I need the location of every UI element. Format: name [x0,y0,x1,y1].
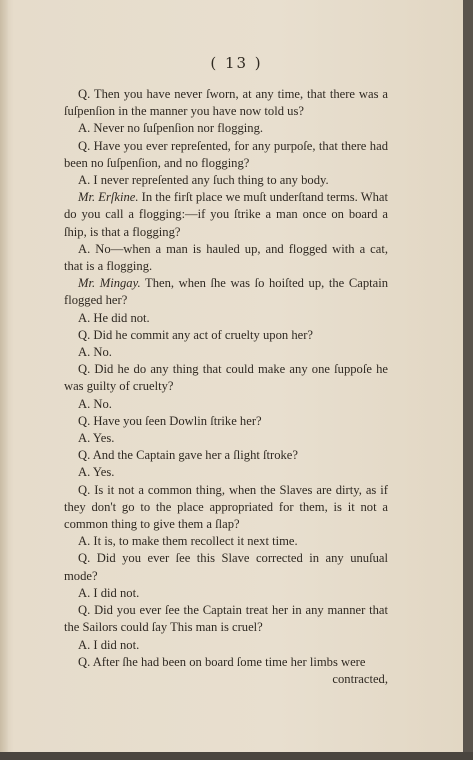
book-edge-right [463,0,473,760]
speaker-label: Mr. Erſkine. [78,190,139,205]
paragraph-text: In the firſt place we muſt underſtand terms. What do you call a flogging:—if you ſtrike a man once on board a ſhip, is that a flogging? [64,190,388,239]
catchword: contracted, [332,671,388,686]
paragraph: A. Yes. [78,431,115,446]
paragraph [64,275,388,309]
paragraph: A. I did not. [78,637,140,652]
speaker-label: Mr. Mingay. [78,276,141,291]
paragraph: Q. Did he commit any act of cruelty upon her? [78,327,314,342]
paragraph-text: Then, when ſhe was ſo hoiſted up, the Captain flogged her? [64,276,388,308]
paragraph: A. No—when a man is hauled up, and flogged with a cat, that is a flogging. [64,241,388,274]
paragraph [64,189,388,241]
paragraph: A. I never repreſented any ſuch thing to any body. [78,173,329,188]
paragraph: Q. Did you ever ſee the Captain treat her in any manner that the Sailors could ſay This man is cruel? [64,603,388,635]
paragraph: Q. Is it not a common thing, when the Slaves are dirty, as if they don't go to the place appropriated for them, is it not a common thing to give them a ſlap? [64,482,388,532]
paragraph: Q. And the Captain gave her a ſlight ſtroke? [78,448,298,463]
paragraph: A. No. [78,345,112,360]
paragraph: A. He did not. [78,310,150,325]
book-edge-bottom [0,752,473,760]
paragraph: A. Yes. [78,465,115,480]
paragraph: Q. Did he do any thing that could make any one ſuppoſe he was guilty of cruelty? [64,362,388,394]
paragraph: Q. Then you have never ſworn, at any time, that there was a ſuſpenſion in the manner you have now told us? [64,87,388,119]
paragraph: A. It is, to make them recollect it next time. [78,534,298,549]
paragraph: Q. Did you ever ſee this Slave corrected in any unuſual mode? [64,551,388,583]
page-number: ( 13 ) [210,54,263,72]
paragraph: Q. Have you ſeen Dowlin ſtrike her? [78,413,262,428]
paragraph: A. No. [78,396,112,411]
paragraph: Q. After ſhe had been on board ſome time her limbs were [78,654,366,669]
paragraph: Q. Have you ever repreſented, for any purpoſe, that there had been no ſuſpenſion, and no flogging? [64,138,388,170]
page-body [64,86,388,688]
paragraph: A. Never no ſuſpenſion nor flogging. [78,121,264,136]
page-gutter [0,0,8,752]
paragraph: A. I did not. [78,585,140,600]
